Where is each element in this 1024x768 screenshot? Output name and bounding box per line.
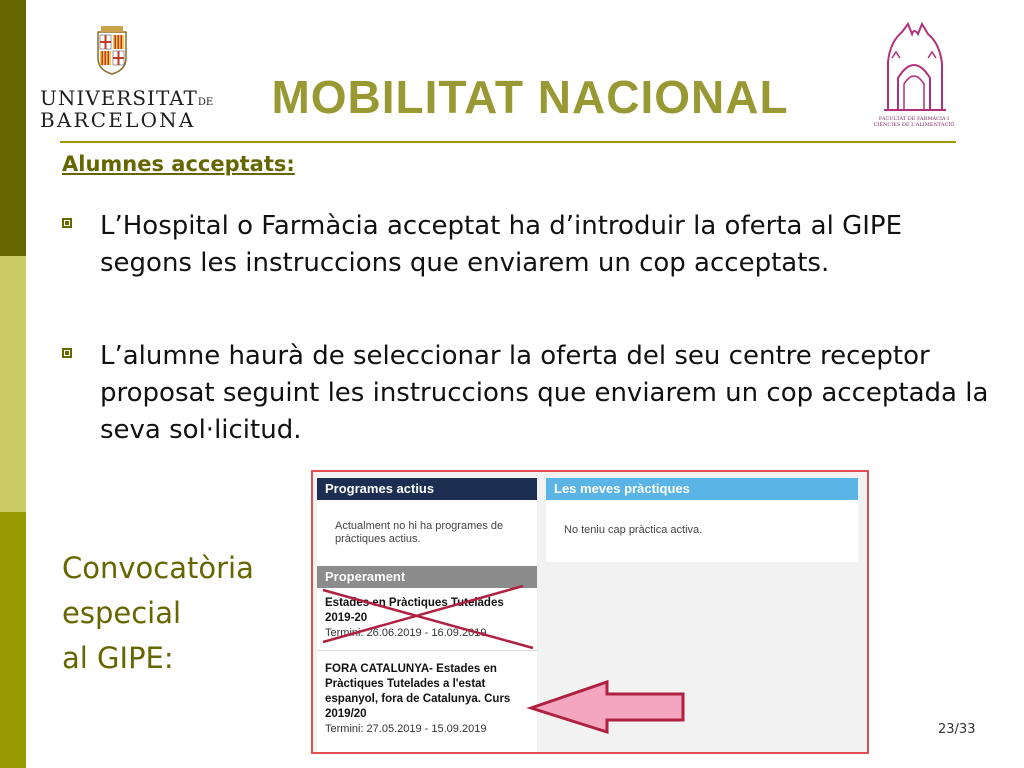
side-bar-stripe-mid — [0, 512, 26, 768]
side-bar-stripe-dark — [0, 0, 26, 256]
side-note-line: al GIPE: — [62, 641, 174, 675]
side-bar-stripe-light — [0, 256, 26, 512]
faculty-name: FACULTAT DE FARMÀCIA I CIÈNCIES DE L'ALIMENTACIÓ — [873, 116, 955, 128]
faculty-emblem-icon — [878, 22, 950, 114]
page-number: 23/33 — [938, 722, 976, 737]
university-logo — [40, 26, 214, 132]
meves-practiques-message: No teniu cap pràctica activa. — [564, 524, 703, 536]
bullet-square-icon — [62, 218, 72, 228]
university-shield-icon — [95, 26, 129, 76]
program-item-title[interactable]: FORA CATALUNYA- Estades en Pràctiques Tutelades a l'estat espanyol, fora de Catalunya. Curs 2019/20 — [325, 663, 511, 720]
bullet-text: L’Hospital o Farmàcia acceptat ha d’introduir la oferta al GIPE segons les instruccions que enviarem un cop acceptats. — [100, 211, 903, 278]
gipe-screenshot — [311, 470, 869, 754]
left-arrow-icon — [313, 472, 869, 754]
properament-header: Properament — [317, 566, 537, 588]
title-divider — [60, 141, 956, 143]
program-item-term: Termini: 27.05.2019 - 15.09.2019 — [325, 723, 487, 735]
side-bar — [0, 0, 26, 768]
faculty-logo — [872, 22, 956, 134]
university-name-line1: UNIVERSITATDE — [40, 86, 214, 110]
section-subtitle: Alumnes acceptats: — [62, 152, 295, 176]
programes-actius-message: Actualment no hi ha programes de pràctiques actius. — [335, 520, 504, 545]
slide-title: MOBILITAT NACIONAL — [271, 71, 789, 123]
bullet-square-icon — [62, 348, 72, 358]
meves-practiques-header: Les meves pràctiques — [546, 478, 858, 500]
university-name-line2: BARCELONA — [40, 108, 196, 132]
programes-actius-header: Programes actius — [317, 478, 537, 500]
program-item-title[interactable]: Estades en Pràctiques Tutelades 2019-20 — [325, 597, 504, 624]
program-item-term: Termini: 26.06.2019 - 16.09.2019 — [325, 627, 487, 639]
bullet-text: L’alumne haurà de seleccionar la oferta del seu centre receptor proposat seguint les instruccions que enviarem un cop acceptada la seva sol·licitud. — [100, 341, 989, 445]
side-note-line: especial — [62, 596, 182, 630]
side-note — [62, 546, 254, 681]
side-note-line: Convocatòria — [62, 551, 254, 585]
